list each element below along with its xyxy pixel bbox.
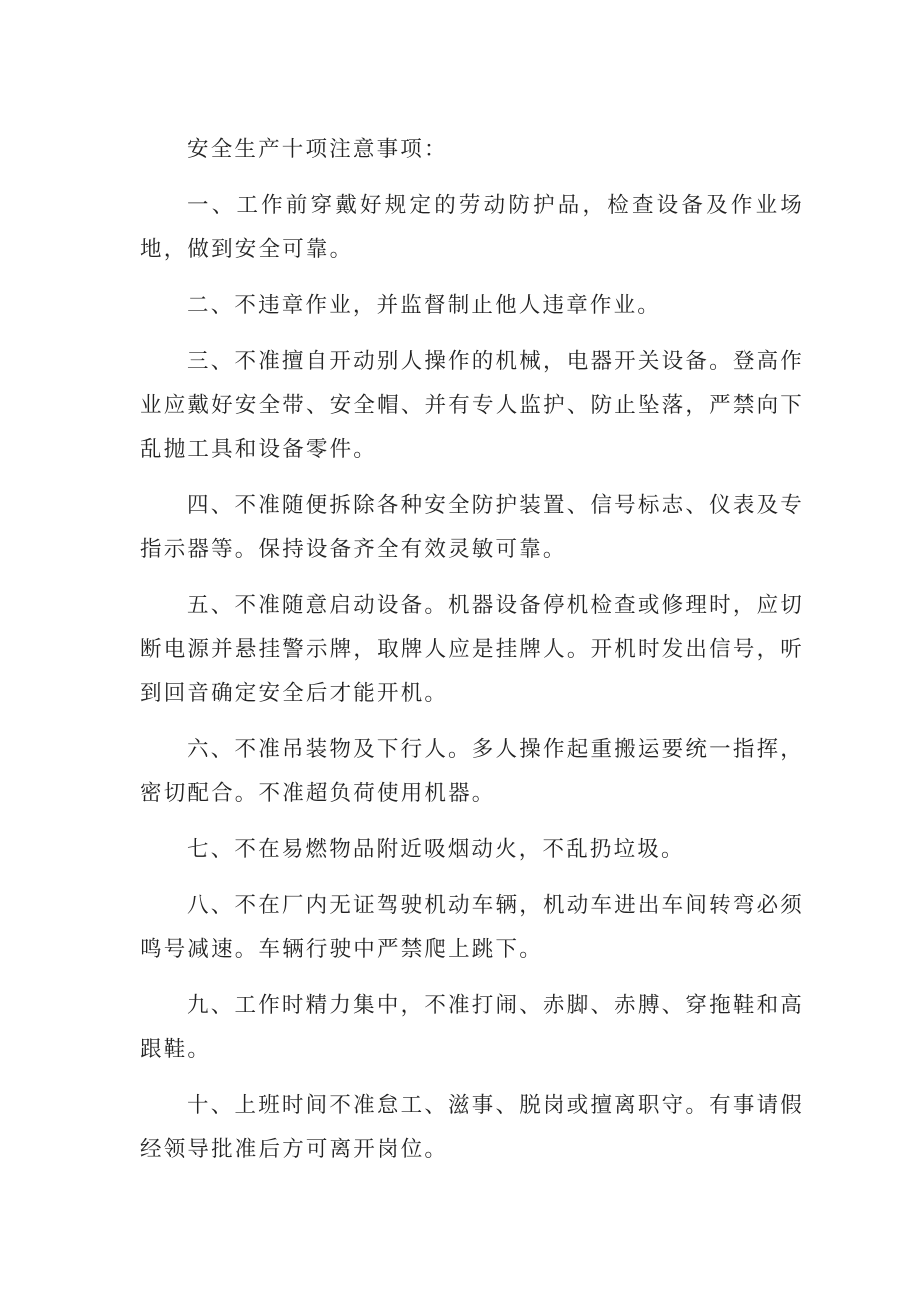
rule-item-7: 七、不在易燃物品附近吸烟动火，不乱扔垃圾。 xyxy=(187,837,685,862)
rule-item-4: 四、不准随便拆除各种安全防护装置、信号标志、仪表及专指示器等。保持设备齐全有效灵敏可靠。 xyxy=(140,493,804,562)
rule-item-2: 二、不违章作业，并监督制止他人违章作业。 xyxy=(187,293,662,318)
rule-item-8: 八、不在厂内无证驾驶机动车辆，机动车进出车间转弯必须鸣号减速。车辆行驶中严禁爬上跳下。 xyxy=(140,893,804,962)
rule-item-10: 十、上班时间不准怠工、滋事、脱岗或擅离职守。有事请假经领导批准后方可离开岗位。 xyxy=(140,1093,804,1162)
rule-item-1: 一、工作前穿戴好规定的劳动防护品，检查设备及作业场地，做到安全可靠。 xyxy=(140,193,804,262)
document-title: 安全生产十项注意事项： xyxy=(187,137,448,162)
rule-item-3: 三、不准擅自开动别人操作的机械，电器开关设备。登高作业应戴好安全带、安全帽、并有专人监护、防止坠落，严禁向下乱抛工具和设备零件。 xyxy=(140,349,804,462)
rule-item-5: 五、不准随意启动设备。机器设备停机检查或修理时，应切断电源并悬挂警示牌，取牌人应是挂牌人。开机时发出信号，听到回音确定安全后才能开机。 xyxy=(140,593,804,706)
rule-item-9: 九、工作时精力集中，不准打闹、赤脚、赤膊、穿拖鞋和高跟鞋。 xyxy=(140,993,804,1062)
rule-item-6: 六、不准吊装物及下行人。多人操作起重搬运要统一指挥，密切配合。不准超负荷使用机器。 xyxy=(140,737,804,806)
